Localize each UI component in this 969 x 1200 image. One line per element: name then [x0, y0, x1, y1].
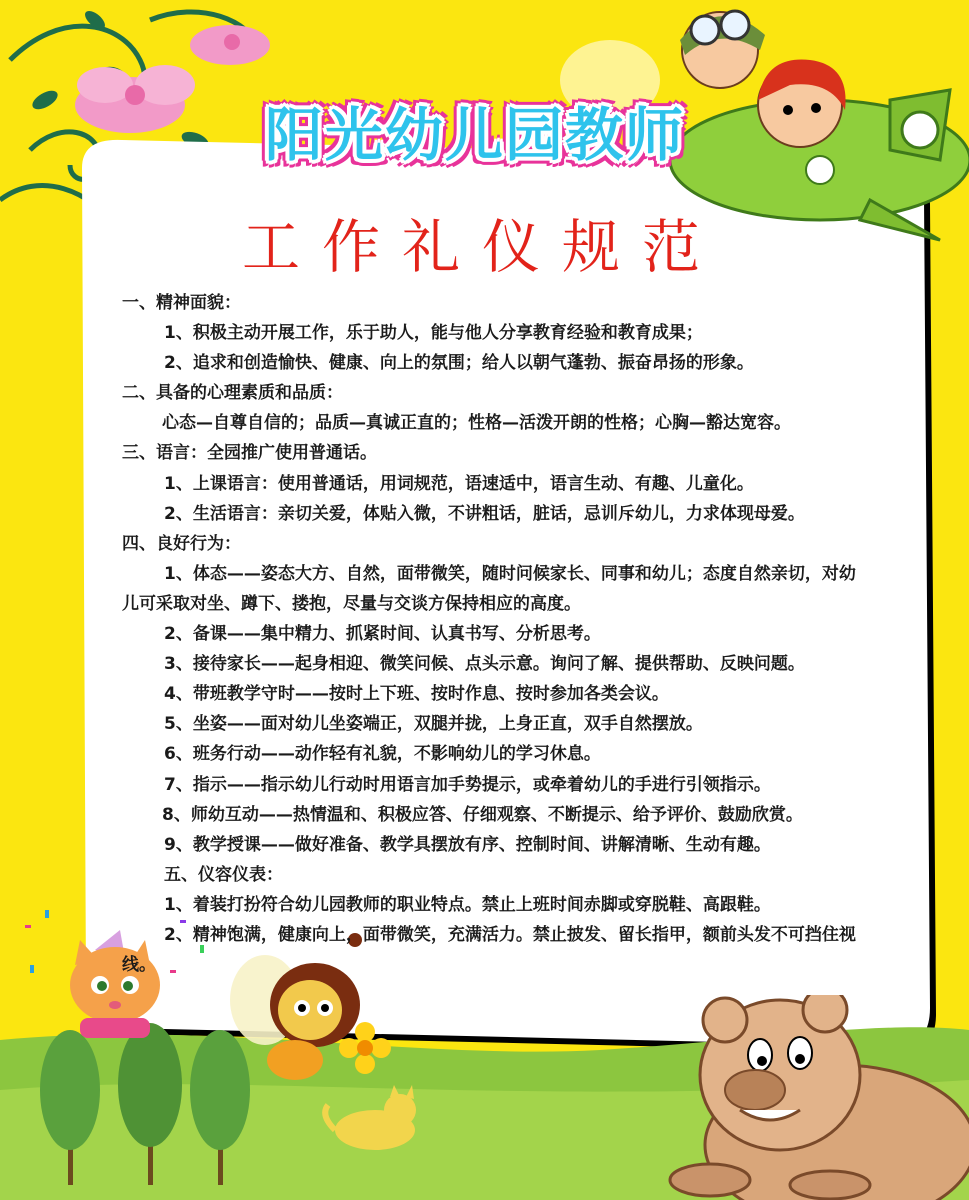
section-item: 7、指示——指示幼儿行动时用语言加手势提示，或牵着幼儿的手进行引领指示。 [164, 774, 771, 795]
section-item: 2、追求和创造愉快、健康、向上的氛围；给人以朝气蓬勃、振奋昂扬的形象。 [164, 353, 754, 374]
section-item: 1、体态——姿态大方、自然，面带微笑，随时问候家长、同事和幼儿；态度自然亲切，对幼儿可采取对坐、蹲下、搂抱，尽量与交谈方保持相应的高度。 [122, 563, 856, 614]
section-item: 9、教学授课——做好准备、教学具摆放有序、控制时间、讲解清晰、生动有趣。 [164, 834, 771, 855]
section-item: 4、带班教学守时——按时上下班、按时作息、按时参加各类会议。 [164, 684, 669, 705]
section-item: 6、班务行动——动作轻有礼貌，不影响幼儿的学习休息。 [164, 744, 601, 765]
section-item: 1、上课语言：使用普通话，用词规范，语速适中，语言生动、有趣、儿童化。 [164, 473, 754, 494]
section-item: 2、生活语言：亲切关爱，体贴入微，不讲粗话，脏话，忌训斥幼儿，力求体现母爱。 [164, 503, 805, 524]
section-heading: 三、语言：全园推广使用普通话。 [122, 443, 377, 464]
section-heading: 五、仪容仪表： [164, 864, 283, 885]
section-item: 2、精神饱满，健康向上，面带微笑，充满活力。禁止披发、留长指甲，额前头发不可挡住视线。 [122, 924, 856, 976]
bear-illustration [650, 995, 969, 1200]
poster-subtitle: 工作礼仪规范 [241, 213, 722, 281]
section-heading: 四、良好行为： [122, 533, 241, 554]
poster-title: 阳光幼儿园教师 [264, 101, 685, 169]
pink-flower [75, 65, 195, 133]
trees [30, 1020, 260, 1190]
small-cat-illustration [320, 1085, 430, 1165]
section-item: 3、接待家长——起身相迎、微笑问候、点头示意。询问了解、提供帮助、反映问题。 [164, 654, 805, 675]
section-heading: 一、精神面貌： [122, 293, 241, 313]
section-item: 1、积极主动开展工作，乐于助人，能与他人分享教育经验和教育成果； [164, 323, 703, 344]
section-item: 心态—自尊自信的；品质—真诚正直的；性格—活泼开朗的性格；心胸—豁达宽容。 [162, 413, 791, 434]
section-heading: 二、具备的心理素质和品质： [122, 383, 343, 404]
content-text [122, 288, 862, 980]
section-item: 2、备课——集中精力、抓紧时间、认真书写、分析思考。 [164, 624, 601, 645]
section-item: 5、坐姿——面对幼儿坐姿端正，双腿并拢，上身正直，双手自然摆放。 [164, 714, 703, 735]
section-item: 1、着装打扮符合幼儿园教师的职业特点。禁止上班时间赤脚或穿脱鞋、高跟鞋。 [164, 894, 771, 915]
pink-flower [190, 25, 270, 65]
section-item: 8、师幼互动——热情温和、积极应答、仔细观察、不断提示、给予评价、鼓励欣赏。 [162, 804, 803, 825]
